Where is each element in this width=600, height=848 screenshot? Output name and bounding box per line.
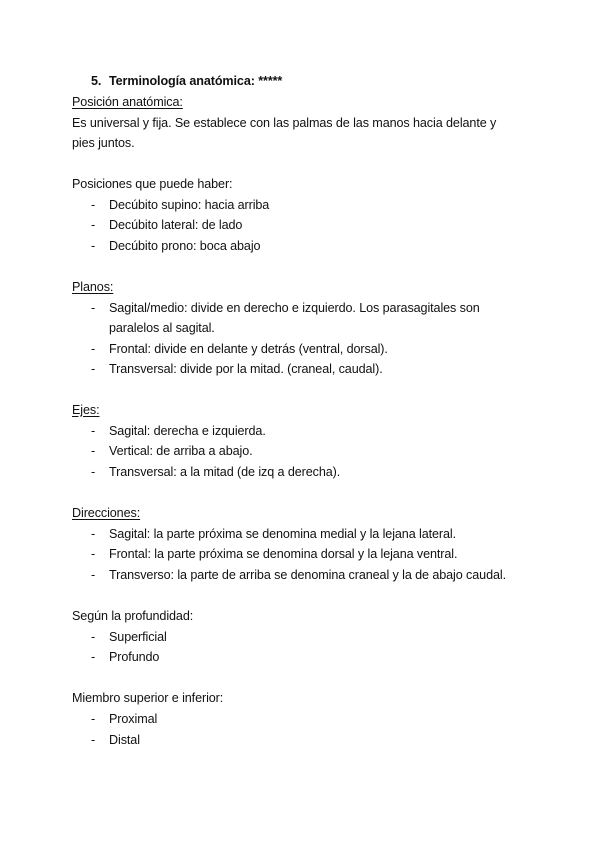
section-heading <box>91 72 282 90</box>
list-bullet: - <box>91 424 96 438</box>
miembro-heading: Miembro superior e inferior: <box>72 691 224 705</box>
list-item: Transversal: divide por la mitad. (craneal, caudal). <box>109 362 383 376</box>
posicion-heading: Posición anatómica: <box>72 95 183 109</box>
section-title: Terminología anatómica: ***** <box>109 74 283 88</box>
list-item: Frontal: divide en delante y detrás (ventral, dorsal). <box>109 342 388 356</box>
list-bullet: - <box>91 568 96 582</box>
list-bullet: - <box>91 650 96 664</box>
profundidad-heading: Según la profundidad: <box>72 609 194 623</box>
list-bullet: - <box>91 733 96 747</box>
list-item: Transverso: la parte de arriba se denomina craneal y la de abajo caudal. <box>109 568 506 582</box>
list-bullet: - <box>91 239 96 253</box>
list-item: Frontal: la parte próxima se denomina dorsal y la lejana ventral. <box>109 547 458 561</box>
posicion-text-line1: Es universal y fija. Se establece con las palmas de las manos hacia delante y <box>72 116 497 130</box>
list-item: Proximal <box>109 712 158 726</box>
list-item: Vertical: de arriba a abajo. <box>109 444 253 458</box>
list-bullet: - <box>91 444 96 458</box>
list-bullet: - <box>91 547 96 561</box>
list-item: Sagital/medio: divide en derecho e izquierdo. Los parasagitales son <box>109 301 480 315</box>
list-bullet: - <box>91 630 96 644</box>
list-bullet: - <box>91 527 96 541</box>
list-item: Superficial <box>109 630 167 644</box>
list-bullet: - <box>91 198 96 212</box>
list-item: Sagital: derecha e izquierda. <box>109 424 266 438</box>
list-item: Decúbito supino: hacia arriba <box>109 198 270 212</box>
list-item: Profundo <box>109 650 160 664</box>
list-item-continuation: paralelos al sagital. <box>109 321 215 335</box>
list-bullet: - <box>91 465 96 479</box>
planos-heading: Planos: <box>72 280 114 294</box>
list-bullet: - <box>91 712 96 726</box>
posiciones-heading: Posiciones que puede haber: <box>72 177 233 191</box>
posicion-text-line2: pies juntos. <box>72 136 135 150</box>
list-item: Transversal: a la mitad (de izq a derecha). <box>109 465 341 479</box>
list-item: Decúbito prono: boca abajo <box>109 239 261 253</box>
section-number: 5. <box>91 74 102 88</box>
list-bullet: - <box>91 342 96 356</box>
list-item: Sagital: la parte próxima se denomina medial y la lejana lateral. <box>109 527 457 541</box>
ejes-heading: Ejes: <box>72 403 100 417</box>
direcciones-heading: Direcciones: <box>72 506 141 520</box>
list-bullet: - <box>91 218 96 232</box>
list-bullet: - <box>91 362 96 376</box>
list-item: Decúbito lateral: de lado <box>109 218 243 232</box>
list-bullet: - <box>91 301 96 315</box>
list-item: Distal <box>109 733 140 747</box>
